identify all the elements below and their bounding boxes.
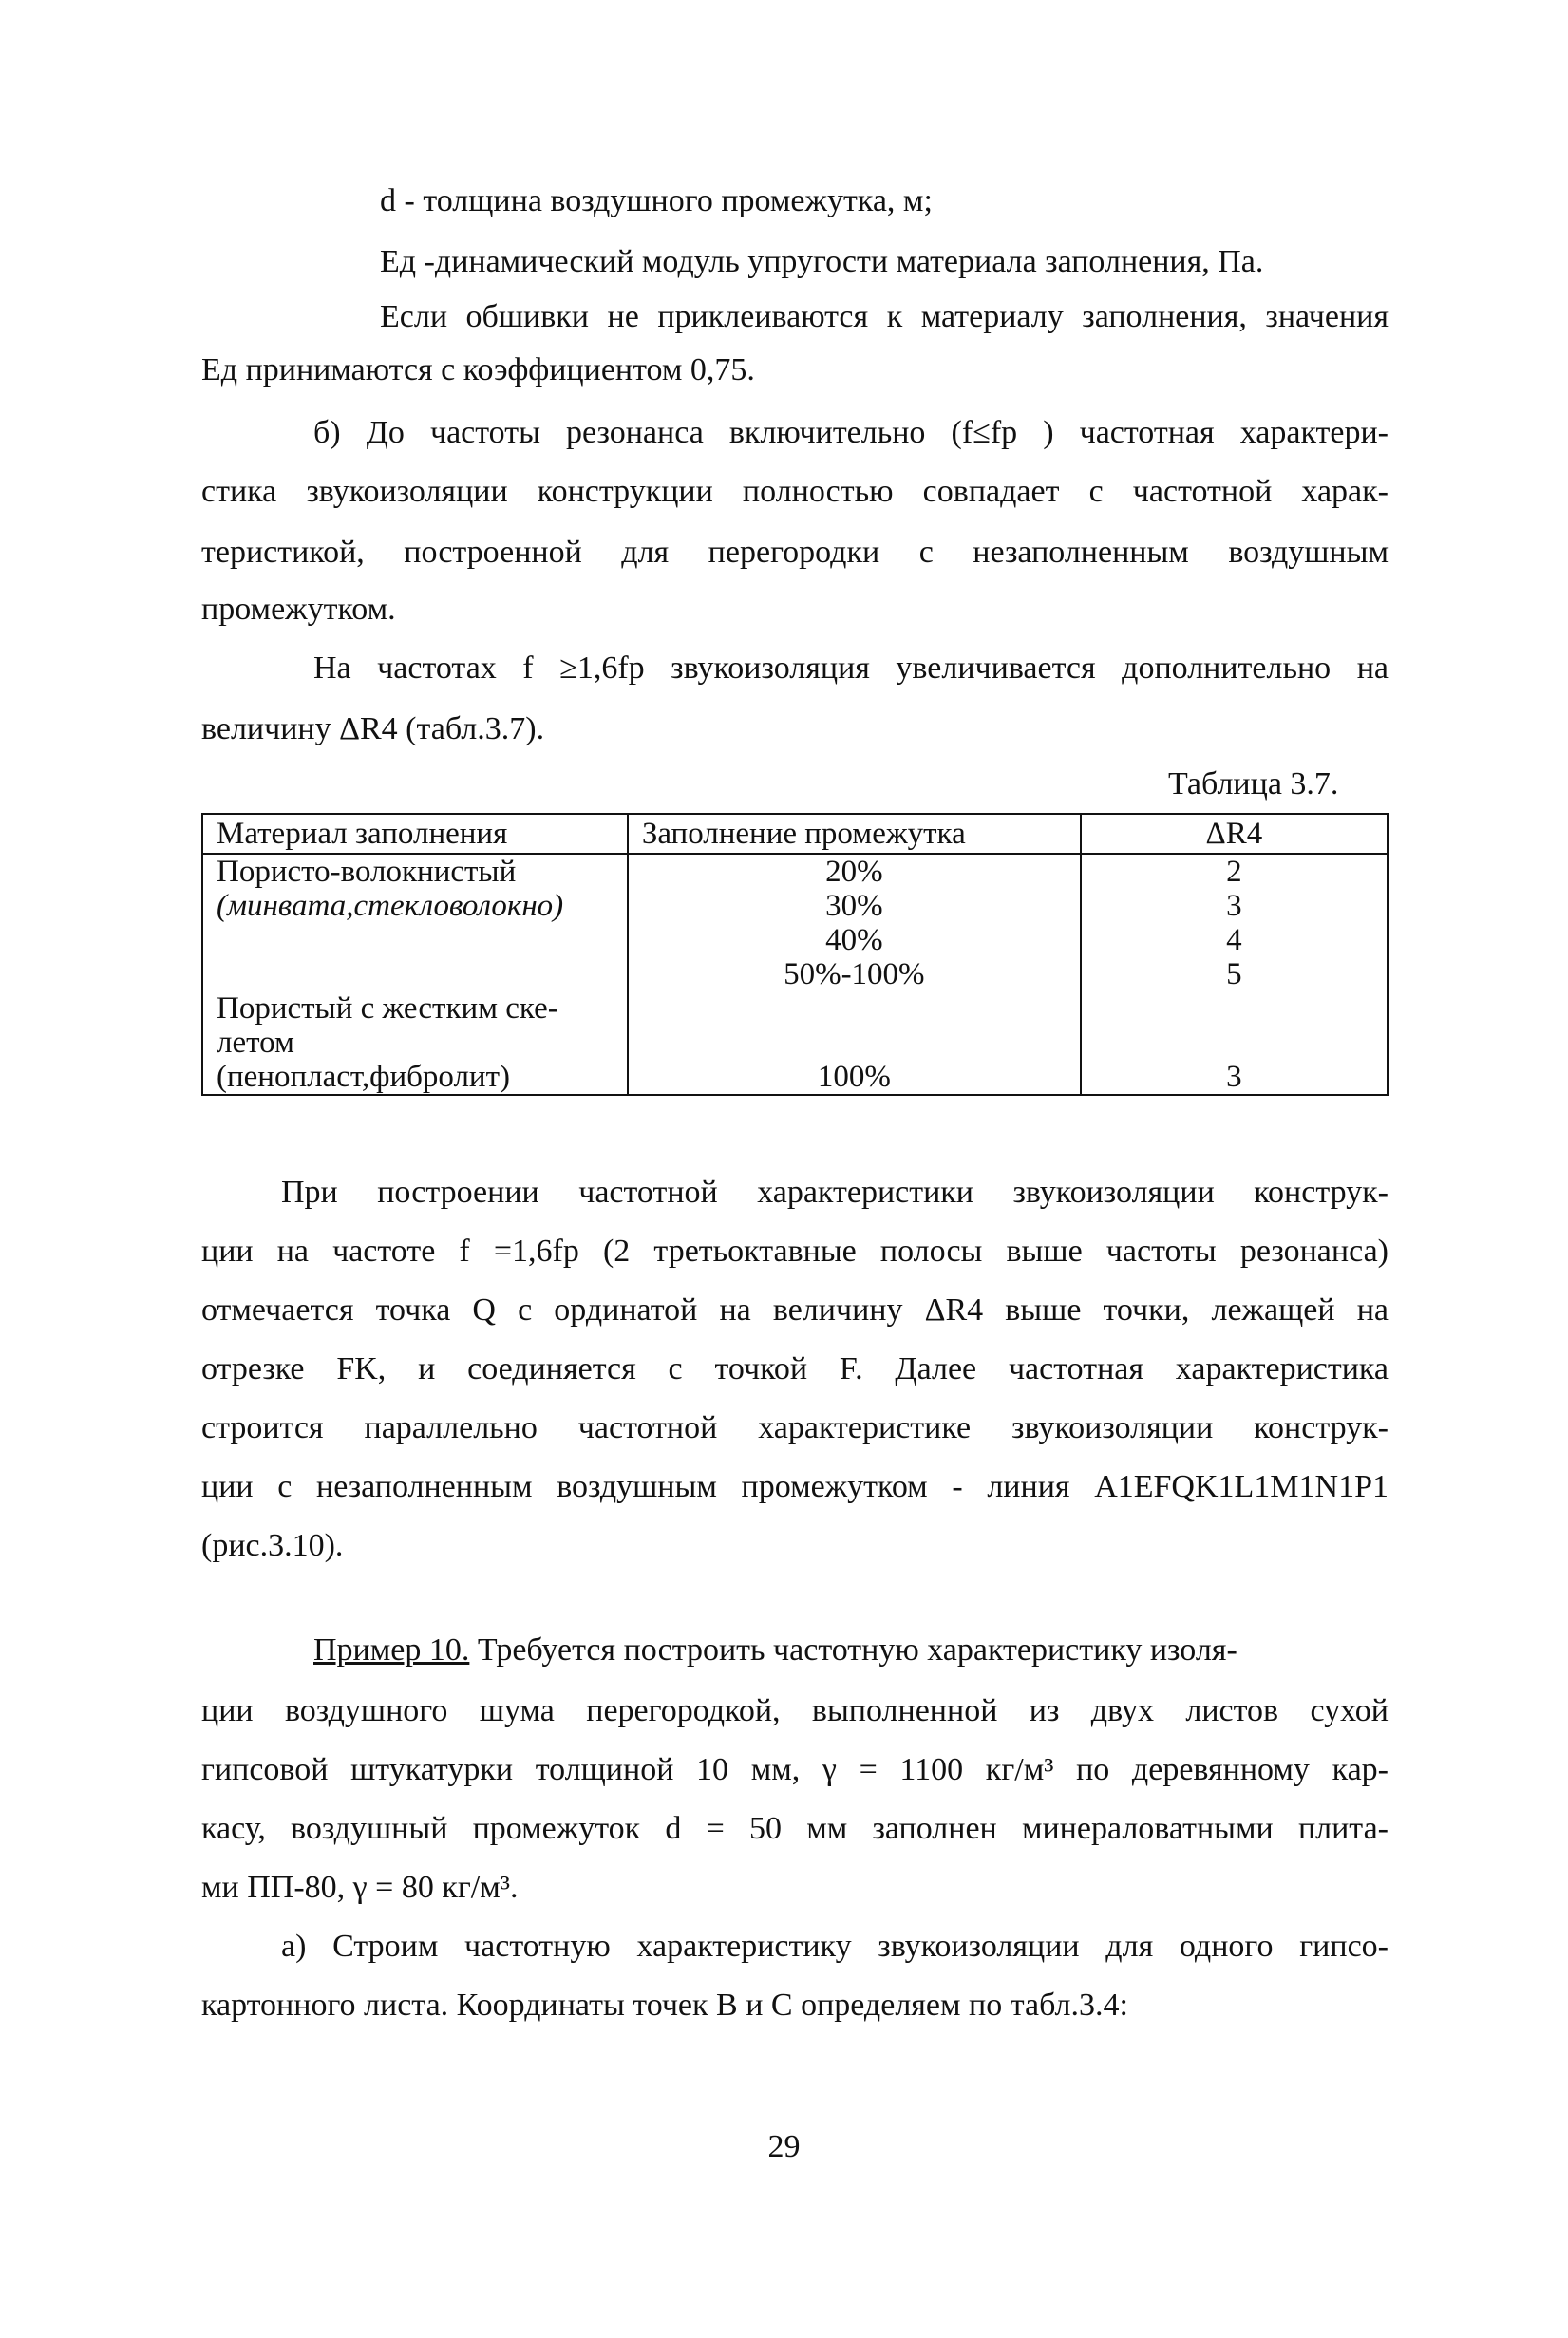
table-cell-fill bbox=[628, 854, 1081, 991]
text-line: гипсовой штукатурки толщиной 10 мм, γ = 1100 кг/м³ по деревянному кар- bbox=[201, 1752, 1389, 1787]
table-cell-fill bbox=[628, 991, 1081, 1095]
text-line: отрезке FK, и соединяется с точкой F. Далее частотная характеристика bbox=[201, 1351, 1389, 1386]
text-line: d - толщина воздушного промежутка, м; bbox=[380, 183, 933, 218]
column-header: ΔR4 bbox=[1081, 814, 1388, 854]
table-header-row bbox=[202, 814, 1388, 854]
cell-line: летом bbox=[217, 1026, 294, 1060]
table-row bbox=[202, 854, 1388, 991]
text-line: касу, воздушный промежуток d = 50 мм заполнен минераловатными плита- bbox=[201, 1811, 1389, 1846]
cell-line: 5 bbox=[1226, 957, 1242, 991]
text-line: ции с незаполненным воздушным промежутком - линия A1EFQK1L1M1N1P1 bbox=[201, 1469, 1389, 1504]
cell-line: 30% bbox=[825, 889, 883, 923]
text-line: ми ПП-80, γ = 80 кг/м³. bbox=[201, 1870, 519, 1905]
cell-line: 40% bbox=[825, 923, 883, 957]
text-line: ции на частоте f =1,6fр (2 третьоктавные полосы выше частоты резонанса) bbox=[201, 1234, 1389, 1269]
cell-line: 3 bbox=[1226, 889, 1242, 923]
text-line: картонного листа. Координаты точек В и С определяем по табл.3.4: bbox=[201, 1988, 1128, 2023]
text-line: строится параллельно частотной характеристике звукоизоляции конструк- bbox=[201, 1410, 1389, 1445]
text-line: теристикой, построенной для перегородки с незаполненным воздушным bbox=[201, 535, 1389, 570]
text-span: Требуется построить частотную характеристику изоля- bbox=[469, 1632, 1237, 1668]
cell-line: 3 bbox=[1226, 1060, 1242, 1094]
cell-line: 100% bbox=[817, 1060, 891, 1094]
cell-line: (пенопласт,фибролит) bbox=[217, 1060, 511, 1094]
text-line: величину ΔR4 (табл.3.7). bbox=[201, 711, 545, 746]
table-cell-dr bbox=[1081, 854, 1388, 991]
text-line: б) До частоты резонанса включительно (f≤fр ) частотная характери- bbox=[313, 415, 1389, 450]
cell-line: (минвата,стекловолокно) bbox=[217, 889, 564, 923]
cell-line: 4 bbox=[1226, 923, 1242, 957]
table-cell-dr bbox=[1081, 991, 1388, 1095]
cell-line: Пористо-волокнистый bbox=[217, 855, 517, 889]
cell-line: 2 bbox=[1226, 855, 1242, 889]
text-line bbox=[313, 1631, 1389, 1669]
column-header: Материал заполнения bbox=[202, 814, 628, 854]
text-line: Если обшивки не приклеиваются к материалу заполнения, значения bbox=[380, 299, 1389, 334]
text-line: ции воздушного шума перегородкой, выполненной из двух листов сухой bbox=[201, 1693, 1389, 1728]
table bbox=[201, 813, 1389, 1096]
table-cell-material bbox=[202, 854, 628, 991]
text-line: Eд -динамический модуль упругости материала заполнения, Па. bbox=[380, 244, 1264, 279]
text-line: Eд принимаются с коэффициентом 0,75. bbox=[201, 352, 755, 387]
text-line: На частотах f ≥1,6fр звукоизоляция увеличивается дополнительно на bbox=[313, 650, 1389, 686]
cell-line: 20% bbox=[825, 855, 883, 889]
table-cell-material bbox=[202, 991, 628, 1095]
text-line: промежутком. bbox=[201, 592, 396, 627]
text-line: а) Строим частотную характеристику звукоизоляции для одного гипсо- bbox=[281, 1929, 1389, 1964]
text-line: стика звукоизоляции конструкции полностью совпадает с частотной харак- bbox=[201, 474, 1389, 509]
example-label: Пример 10. bbox=[313, 1632, 470, 1668]
text-line: отмечается точка Q с ординатой на величину ΔR4 выше точки, лежащей на bbox=[201, 1292, 1389, 1328]
text-line: При построении частотной характеристики звукоизоляции конструк- bbox=[281, 1175, 1389, 1210]
table-caption: Таблица 3.7. bbox=[1168, 766, 1339, 801]
page-number: 29 bbox=[767, 2129, 801, 2164]
text-line: (рис.3.10). bbox=[201, 1528, 344, 1563]
table-row bbox=[202, 991, 1388, 1095]
cell-line: Пористый с жестким ске- bbox=[217, 991, 558, 1026]
cell-line: 50%-100% bbox=[784, 957, 925, 991]
column-header: Заполнение промежутка bbox=[628, 814, 1081, 854]
